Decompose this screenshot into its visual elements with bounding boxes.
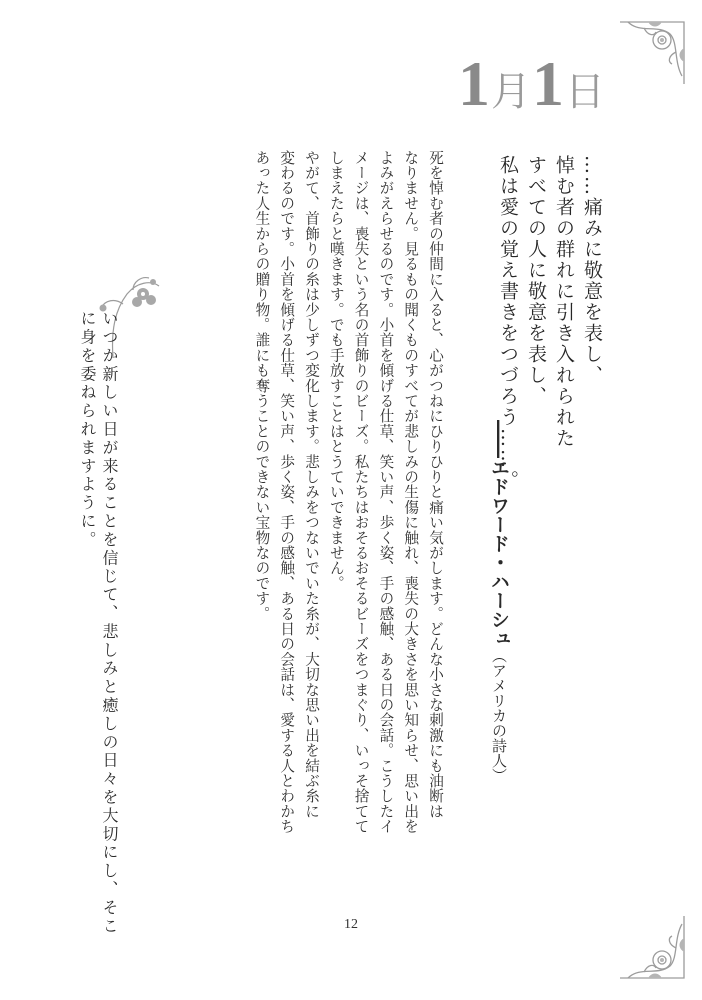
- author-origin: （アメリカの詩人）: [490, 648, 508, 783]
- corner-ornament-top-right: [618, 18, 686, 86]
- poem-line: 私は愛の覚え書きをつづろう……。: [497, 155, 519, 491]
- date-day: 1: [532, 48, 565, 119]
- page-number: 12: [344, 917, 358, 932]
- corner-ornament-bottom-right: [618, 914, 686, 982]
- epigraph-poem: [494, 155, 606, 491]
- date-title: [458, 48, 606, 124]
- quote-attribution: [486, 420, 512, 800]
- poem-line: すべての人に敬意を表し、: [525, 155, 547, 407]
- date-month: 1: [458, 48, 491, 119]
- date-day-label: 日: [565, 69, 606, 114]
- author-name: ――エドワード・ハーシュ: [488, 420, 510, 648]
- body-text: 死を悼む者の仲間に入ると、心がつねにひりひりと痛い気がします。どんな小さな刺激にも油断は なりません。見るもの聞くものすべてが悲しみの生傷に触れ、喪失の大きさを思い知らせ、思い出を よみがえらせるのです。小首を傾げる仕草、笑い声、歩く姿、手の感触、ある日の会話。こうしたイ メージは、喪失という名の首飾りのビーズ。私たちはおそるおそるビーズをつまぐり、いっそ捨てて しまえたらと嘆きます。でも手放すことはとうていできません。 やがて、首飾りの糸は少しずつ変化します。悲しみをつないでいた糸が、大切な思い出を結ぶ糸に 変わるのです。小首を傾げる仕草、笑い声、歩く姿、手の感触、ある日の会話は、愛する人とわかち あった人生からの贈り物。誰にも奪うことのできない宝物なのです。: [253, 150, 444, 834]
- poem-line: ……痛みに敬意を表し、: [581, 155, 603, 386]
- poem-line: 悼む者の群れに引き入れられた: [553, 155, 575, 449]
- date-month-label: 月: [491, 69, 532, 114]
- closing-prayer: いつか新しい日が来ることを信じて、悲しみと癒しの日々を大切にし、そこ に身を委ねられますように。: [78, 310, 119, 936]
